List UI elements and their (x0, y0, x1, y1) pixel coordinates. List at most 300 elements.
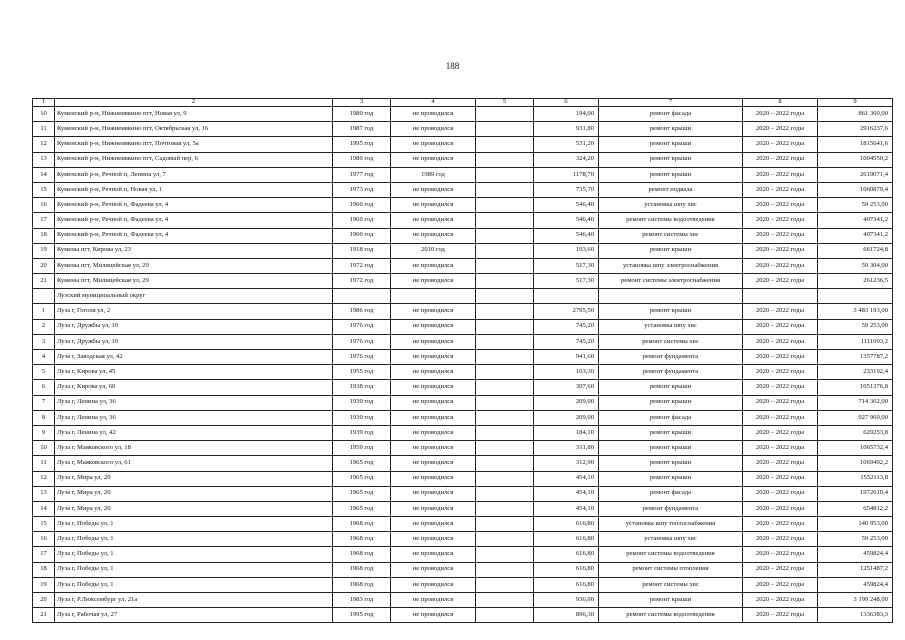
section-title: Лузский муниципальный округ (55, 289, 333, 304)
area-cell: 307,60 (534, 380, 599, 395)
period-cell: 2020 – 2022 годы (743, 456, 818, 471)
build-year-cell: 1960 год (333, 228, 391, 243)
table-row (33, 410, 893, 425)
table-row (33, 182, 893, 197)
address-cell: Куменский р-н, Нижнеивкино пгт, Почтовая ул, 5а (55, 137, 333, 152)
work-type-cell: ремонт системы водоотведения (599, 547, 743, 562)
address-cell: Луза г, Ленина ул, 36 (55, 410, 333, 425)
row-number: 5 (33, 365, 55, 380)
empty-cell (476, 365, 534, 380)
row-number: 14 (33, 167, 55, 182)
period-cell: 2020 – 2022 годы (743, 380, 818, 395)
address-cell: Луза г, Победы ул, 1 (55, 547, 333, 562)
area-cell: 616,80 (534, 562, 599, 577)
row-number: 17 (33, 547, 55, 562)
build-year-cell: 1972 год (333, 274, 391, 289)
table-row (33, 274, 893, 289)
last-repair-cell: не проводился (391, 380, 476, 395)
area-cell: 454,10 (534, 501, 599, 516)
work-type-cell: ремонт системы водоотведения (599, 213, 743, 228)
cost-cell: 661724,8 (818, 243, 893, 258)
table-row (33, 517, 893, 532)
period-cell: 2020 – 2022 годы (743, 501, 818, 516)
cost-cell: 1004550,2 (818, 152, 893, 167)
empty-cell (476, 517, 534, 532)
address-cell: Луза г, Мира ул, 20 (55, 501, 333, 516)
cost-cell: 1065732,4 (818, 441, 893, 456)
empty-cell (476, 122, 534, 137)
empty-cell (476, 501, 534, 516)
build-year-cell: 1965 год (333, 486, 391, 501)
row-number: 7 (33, 395, 55, 410)
address-cell: Луза г, Маяковского ул, 61 (55, 456, 333, 471)
work-type-cell: ремонт системы отопления (599, 562, 743, 577)
empty-cell (476, 243, 534, 258)
work-type-cell: ремонт крыши (599, 304, 743, 319)
address-cell: Луза г, Кирова ул, 60 (55, 380, 333, 395)
build-year-cell: 1959 год (333, 441, 391, 456)
cost-cell: 1060879,4 (818, 182, 893, 197)
cost-cell (818, 289, 893, 304)
build-year-cell: 1983 год (333, 593, 391, 608)
area-cell: 896,30 (534, 608, 599, 623)
cost-cell: 2916237,6 (818, 122, 893, 137)
last-repair-cell: не проводился (391, 350, 476, 365)
empty-cell (476, 304, 534, 319)
work-type-cell: ремонт крыши (599, 122, 743, 137)
build-year-cell: 1939 год (333, 425, 391, 440)
period-cell: 2020 – 2022 годы (743, 334, 818, 349)
empty-cell (476, 167, 534, 182)
last-repair-cell: не проводился (391, 410, 476, 425)
cost-cell: 1972610,4 (818, 486, 893, 501)
work-type-cell: ремонт крыши (599, 471, 743, 486)
row-number: 1 (33, 304, 55, 319)
last-repair-cell: не проводился (391, 501, 476, 516)
address-cell: Куменский р-н, Нижнеивкино пгт, Садовый пер, 6 (55, 152, 333, 167)
table-row (33, 137, 893, 152)
build-year-cell: 1955 год (333, 365, 391, 380)
last-repair-cell: 1989 год (391, 167, 476, 182)
address-cell: Луза г, Кирова ул, 45 (55, 365, 333, 380)
work-type-cell (599, 289, 743, 304)
area-cell: 324,20 (534, 152, 599, 167)
last-repair-cell: не проводился (391, 456, 476, 471)
address-cell: Кумены пгт, Милицейская ул, 29 (55, 274, 333, 289)
build-year-cell: 1968 год (333, 562, 391, 577)
area-cell: 735,70 (534, 182, 599, 197)
build-year-cell: 1918 год (333, 243, 391, 258)
period-cell: 2020 – 2022 годы (743, 122, 818, 137)
last-repair-cell: не проводился (391, 441, 476, 456)
address-cell: Луза г, Победы ул, 1 (55, 532, 333, 547)
row-number: 15 (33, 182, 55, 197)
period-cell: 2020 – 2022 годы (743, 471, 818, 486)
row-number: 3 (33, 334, 55, 349)
address-cell: Луза г, Мира ул, 20 (55, 486, 333, 501)
table-row (33, 608, 893, 623)
column-number: 8 (743, 99, 818, 107)
empty-cell (476, 395, 534, 410)
empty-cell (476, 334, 534, 349)
cost-cell: 1051376,8 (818, 380, 893, 395)
period-cell: 2020 – 2022 годы (743, 152, 818, 167)
cost-cell: 861 360,00 (818, 107, 893, 122)
cost-cell: 927 960,00 (818, 410, 893, 425)
last-repair-cell: не проводился (391, 107, 476, 122)
area-cell: 546,40 (534, 198, 599, 213)
row-number: 18 (33, 562, 55, 577)
period-cell: 2020 – 2022 годы (743, 365, 818, 380)
area-cell: 454,10 (534, 471, 599, 486)
table-row (33, 152, 893, 167)
section-row (33, 289, 893, 304)
table-row (33, 562, 893, 577)
area-cell: 454,10 (534, 486, 599, 501)
empty-cell (476, 350, 534, 365)
build-year-cell: 1968 год (333, 532, 391, 547)
row-number: 10 (33, 441, 55, 456)
period-cell: 2020 – 2022 годы (743, 107, 818, 122)
column-number: 6 (534, 99, 599, 107)
cost-cell: 407341,2 (818, 213, 893, 228)
period-cell: 2020 – 2022 годы (743, 167, 818, 182)
table-row (33, 198, 893, 213)
work-type-cell: ремонт фундамента (599, 350, 743, 365)
row-number: 18 (33, 228, 55, 243)
address-cell: Куменский р-н, Речной п, Фадеева ул, 4 (55, 228, 333, 243)
cost-cell: 1251487,2 (818, 562, 893, 577)
area-cell: 616,80 (534, 547, 599, 562)
row-number: 14 (33, 501, 55, 516)
build-year-cell: 1965 год (333, 471, 391, 486)
table-row (33, 501, 893, 516)
table-body (33, 99, 893, 623)
column-number: 4 (391, 99, 476, 107)
empty-cell (476, 107, 534, 122)
row-number: 2 (33, 319, 55, 334)
empty-cell (476, 137, 534, 152)
empty-cell (476, 532, 534, 547)
row-number: 19 (33, 577, 55, 592)
address-cell: Луза г, Маяковского ул, 18 (55, 441, 333, 456)
last-repair-cell: 2010 год (391, 243, 476, 258)
column-number: 2 (55, 99, 333, 107)
empty-cell (476, 456, 534, 471)
period-cell: 2020 – 2022 годы (743, 319, 818, 334)
area-cell: 931,80 (534, 122, 599, 137)
build-year-cell: 1960 год (333, 213, 391, 228)
build-year-cell: 1960 год (333, 198, 391, 213)
build-year-cell: 1986 год (333, 304, 391, 319)
cost-cell: 407341,2 (818, 228, 893, 243)
area-cell: 616,80 (534, 532, 599, 547)
address-cell: Луза г, Гоголя ул, 2 (55, 304, 333, 319)
cost-cell: 654812,2 (818, 501, 893, 516)
empty-cell (476, 228, 534, 243)
build-year-cell: 1938 год (333, 380, 391, 395)
period-cell: 2020 – 2022 годы (743, 410, 818, 425)
build-year-cell: 1980 год (333, 107, 391, 122)
period-cell (743, 289, 818, 304)
empty-cell (476, 593, 534, 608)
empty-cell (476, 274, 534, 289)
table-row (33, 243, 893, 258)
area-cell: 184,10 (534, 425, 599, 440)
cost-cell: 459824,4 (818, 577, 893, 592)
area-cell: 616,80 (534, 577, 599, 592)
address-cell: Луза г, Победы ул, 1 (55, 517, 333, 532)
row-number: 16 (33, 532, 55, 547)
table-row (33, 547, 893, 562)
row-number: 20 (33, 258, 55, 273)
row-number: 12 (33, 137, 55, 152)
page-number: 188 (445, 61, 460, 71)
last-repair-cell: не проводился (391, 334, 476, 349)
work-type-cell: ремонт системы водоотведения (599, 608, 743, 623)
work-type-cell: ремонт системы хвс (599, 577, 743, 592)
address-cell: Луза г, Рабочая ул, 27 (55, 608, 333, 623)
work-type-cell: ремонт системы хвс (599, 228, 743, 243)
table-row (33, 425, 893, 440)
area-cell: 517,30 (534, 274, 599, 289)
work-type-cell: ремонт крыши (599, 456, 743, 471)
area-cell: 546,40 (534, 213, 599, 228)
empty-cell (476, 319, 534, 334)
last-repair-cell: не проводился (391, 547, 476, 562)
cost-cell: 3 199 248,00 (818, 593, 893, 608)
row-number: 8 (33, 410, 55, 425)
address-cell: Луза г, Победы ул, 1 (55, 577, 333, 592)
work-type-cell: ремонт фасада (599, 410, 743, 425)
area-cell (534, 289, 599, 304)
build-year-cell: 1973 год (333, 182, 391, 197)
column-number: 1 (33, 99, 55, 107)
period-cell: 2020 – 2022 годы (743, 258, 818, 273)
row-number: 19 (33, 243, 55, 258)
area-cell: 209,00 (534, 395, 599, 410)
row-number: 11 (33, 122, 55, 137)
last-repair-cell: не проводился (391, 198, 476, 213)
build-year-cell: 1930 год (333, 410, 391, 425)
period-cell: 2020 – 2022 годы (743, 198, 818, 213)
address-cell: Луза г, Победы ул, 1 (55, 562, 333, 577)
last-repair-cell: не проводился (391, 304, 476, 319)
empty-cell (476, 289, 534, 304)
address-cell: Кумены пгт, Милицейская ул, 29 (55, 258, 333, 273)
build-year-cell: 1995 год (333, 137, 391, 152)
last-repair-cell: не проводился (391, 395, 476, 410)
work-type-cell: ремонт крыши (599, 593, 743, 608)
period-cell: 2020 – 2022 годы (743, 228, 818, 243)
work-type-cell: ремонт фундамента (599, 501, 743, 516)
area-cell: 616,80 (534, 517, 599, 532)
last-repair-cell: не проводился (391, 425, 476, 440)
table-row (33, 471, 893, 486)
area-cell: 209,00 (534, 410, 599, 425)
period-cell: 2020 – 2022 годы (743, 562, 818, 577)
table-row (33, 441, 893, 456)
address-cell: Куменский р-н, Нижнеивкино пгт, Октябрьская ул, 16 (55, 122, 333, 137)
address-cell: Куменский р-н, Речной п, Фадеева ул, 4 (55, 213, 333, 228)
area-cell: 546,40 (534, 228, 599, 243)
row-number: 6 (33, 380, 55, 395)
last-repair-cell: не проводился (391, 365, 476, 380)
column-number: 7 (599, 99, 743, 107)
row-number: 17 (33, 213, 55, 228)
build-year-cell: 1987 год (333, 122, 391, 137)
row-number (33, 289, 55, 304)
last-repair-cell: не проводился (391, 182, 476, 197)
work-type-cell: установка шпу электроснабжения (599, 258, 743, 273)
last-repair-cell: не проводился (391, 274, 476, 289)
address-cell: Луза г, Дружбы ул, 10 (55, 334, 333, 349)
address-cell: Куменский р-н, Речной п, Новая ул, 1 (55, 182, 333, 197)
table-row (33, 319, 893, 334)
row-number: 16 (33, 198, 55, 213)
period-cell: 2020 – 2022 годы (743, 441, 818, 456)
work-type-cell: ремонт крыши (599, 380, 743, 395)
cost-cell: 59 253,00 (818, 319, 893, 334)
table-row (33, 107, 893, 122)
row-number: 13 (33, 486, 55, 501)
build-year-cell: 1968 год (333, 577, 391, 592)
cost-cell: 2619071,4 (818, 167, 893, 182)
build-year-cell: 1968 год (333, 517, 391, 532)
area-cell: 163,30 (534, 365, 599, 380)
cost-cell: 629253,8 (818, 425, 893, 440)
area-cell: 941,60 (534, 350, 599, 365)
table-row (33, 532, 893, 547)
table-row (33, 213, 893, 228)
period-cell: 2020 – 2022 годы (743, 547, 818, 562)
cost-cell: 140 953,00 (818, 517, 893, 532)
work-type-cell: ремонт фасада (599, 486, 743, 501)
column-number: 9 (818, 99, 893, 107)
work-type-cell: установка шпу хвс (599, 319, 743, 334)
last-repair-cell: не проводился (391, 228, 476, 243)
area-cell: 531,20 (534, 137, 599, 152)
work-type-cell: ремонт крыши (599, 425, 743, 440)
address-cell: Куменский р-н, Нижнеивкино пгт, Новая ул, 9 (55, 107, 333, 122)
period-cell: 2020 – 2022 годы (743, 182, 818, 197)
work-type-cell: установка шпу хвс (599, 198, 743, 213)
area-cell: 936,00 (534, 593, 599, 608)
last-repair-cell: не проводился (391, 137, 476, 152)
period-cell: 2020 – 2022 годы (743, 532, 818, 547)
last-repair-cell: не проводился (391, 562, 476, 577)
address-cell: Луза г, Заводская ул, 42 (55, 350, 333, 365)
work-type-cell: ремонт подвала (599, 182, 743, 197)
row-number: 13 (33, 152, 55, 167)
period-cell: 2020 – 2022 годы (743, 213, 818, 228)
area-cell: 1178,70 (534, 167, 599, 182)
period-cell: 2020 – 2022 годы (743, 577, 818, 592)
last-repair-cell: не проводился (391, 532, 476, 547)
build-year-cell: 1976 год (333, 319, 391, 334)
table-row (33, 456, 893, 471)
build-year-cell: 1977 год (333, 167, 391, 182)
cost-cell: 1357787,2 (818, 350, 893, 365)
work-type-cell: ремонт крыши (599, 137, 743, 152)
cost-cell: 59 253,00 (818, 532, 893, 547)
row-number: 15 (33, 517, 55, 532)
empty-cell (476, 441, 534, 456)
address-cell: Луза г, Р.Люксембург ул, 21а (55, 593, 333, 608)
work-type-cell: установка шпу хвс (599, 532, 743, 547)
area-cell: 745,20 (534, 319, 599, 334)
cost-cell: 1552113,8 (818, 471, 893, 486)
address-cell: Куменский р-н, Речной п, Ленина ул, 7 (55, 167, 333, 182)
row-number: 10 (33, 107, 55, 122)
area-cell: 517,30 (534, 258, 599, 273)
cost-cell: 59 253,00 (818, 198, 893, 213)
last-repair-cell: не проводился (391, 213, 476, 228)
row-number: 12 (33, 471, 55, 486)
column-number-row (33, 99, 893, 107)
work-type-cell: ремонт фундамента (599, 365, 743, 380)
empty-cell (476, 213, 534, 228)
cost-cell: 3 483 193,00 (818, 304, 893, 319)
empty-cell (476, 486, 534, 501)
address-cell: Кумены пгт, Кирова ул, 23 (55, 243, 333, 258)
period-cell: 2020 – 2022 годы (743, 137, 818, 152)
work-type-cell: ремонт крыши (599, 152, 743, 167)
period-cell: 2020 – 2022 годы (743, 243, 818, 258)
build-year-cell (333, 289, 391, 304)
row-number: 4 (33, 350, 55, 365)
build-year-cell: 1968 год (333, 547, 391, 562)
work-type-cell: ремонт системы электроснабжения (599, 274, 743, 289)
area-cell: 2795,50 (534, 304, 599, 319)
table-row (33, 593, 893, 608)
work-type-cell: установка шпу теплоснабжения (599, 517, 743, 532)
build-year-cell: 1930 год (333, 395, 391, 410)
work-type-cell: ремонт системы хвс (599, 334, 743, 349)
table-row (33, 122, 893, 137)
cost-cell: 261236,5 (818, 274, 893, 289)
period-cell: 2020 – 2022 годы (743, 274, 818, 289)
last-repair-cell: не проводился (391, 593, 476, 608)
table-row (33, 304, 893, 319)
table-row (33, 486, 893, 501)
table-row (33, 228, 893, 243)
address-cell: Луза г, Дружбы ул, 10 (55, 319, 333, 334)
row-number: 21 (33, 608, 55, 623)
table-row (33, 167, 893, 182)
address-cell: Луза г, Ленина ул, 42 (55, 425, 333, 440)
last-repair-cell: не проводился (391, 577, 476, 592)
build-year-cell: 1980 год (333, 152, 391, 167)
empty-cell (476, 608, 534, 623)
repair-schedule-table (32, 98, 893, 623)
period-cell: 2020 – 2022 годы (743, 395, 818, 410)
empty-cell (476, 152, 534, 167)
row-number: 21 (33, 274, 55, 289)
period-cell: 2020 – 2022 годы (743, 486, 818, 501)
empty-cell (476, 577, 534, 592)
table-row (33, 577, 893, 592)
build-year-cell: 1976 год (333, 334, 391, 349)
work-type-cell: ремонт крыши (599, 167, 743, 182)
table-row (33, 380, 893, 395)
empty-cell (476, 547, 534, 562)
cost-cell: 1069492,2 (818, 456, 893, 471)
last-repair-cell: не проводился (391, 517, 476, 532)
last-repair-cell: не проводился (391, 608, 476, 623)
cost-cell: 233192,4 (818, 365, 893, 380)
build-year-cell: 1972 год (333, 258, 391, 273)
